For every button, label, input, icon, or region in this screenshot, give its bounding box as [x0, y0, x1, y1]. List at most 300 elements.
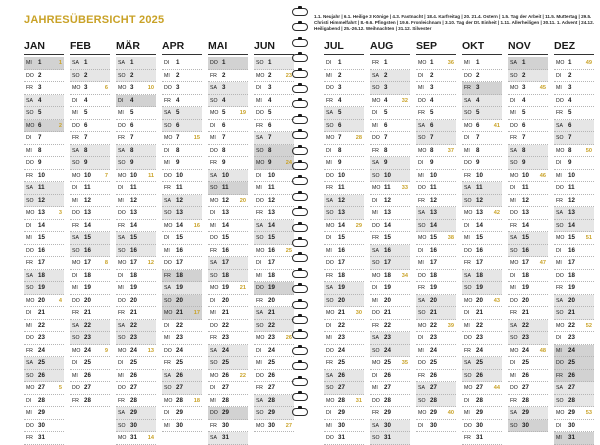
day-row[interactable]: [554, 395, 594, 408]
day-row[interactable]: [24, 207, 64, 220]
day-row[interactable]: [70, 182, 110, 195]
day-row[interactable]: [24, 57, 64, 70]
day-row[interactable]: [324, 357, 364, 370]
day-row[interactable]: [116, 245, 156, 258]
day-row[interactable]: [554, 382, 594, 395]
day-row[interactable]: [462, 132, 502, 145]
day-row[interactable]: [370, 332, 410, 345]
day-row[interactable]: [462, 270, 502, 283]
day-row[interactable]: [70, 257, 110, 270]
day-row[interactable]: [508, 170, 548, 183]
day-row[interactable]: [70, 245, 110, 258]
day-row[interactable]: [24, 257, 64, 270]
day-row[interactable]: [208, 345, 248, 358]
day-row[interactable]: [370, 95, 410, 108]
day-row[interactable]: [162, 370, 202, 383]
day-row[interactable]: [324, 295, 364, 308]
day-row[interactable]: [208, 307, 248, 320]
day-row[interactable]: [416, 382, 456, 395]
day-row[interactable]: [208, 220, 248, 233]
day-row[interactable]: [508, 120, 548, 133]
day-row[interactable]: [554, 57, 594, 70]
day-row[interactable]: [370, 257, 410, 270]
day-row[interactable]: [70, 270, 110, 283]
day-row[interactable]: [370, 307, 410, 320]
day-row[interactable]: [462, 120, 502, 133]
day-row[interactable]: [554, 132, 594, 145]
day-row[interactable]: [70, 282, 110, 295]
day-row[interactable]: [416, 95, 456, 108]
day-row[interactable]: [370, 82, 410, 95]
day-row[interactable]: [208, 357, 248, 370]
day-row[interactable]: [162, 382, 202, 395]
day-row[interactable]: [554, 432, 594, 445]
day-row[interactable]: [462, 207, 502, 220]
day-row[interactable]: [508, 307, 548, 320]
day-row[interactable]: [508, 382, 548, 395]
day-row[interactable]: [208, 320, 248, 333]
day-row[interactable]: [208, 195, 248, 208]
day-row[interactable]: [208, 57, 248, 70]
day-row[interactable]: [208, 120, 248, 133]
day-row[interactable]: [416, 407, 456, 420]
day-row[interactable]: [208, 170, 248, 183]
day-row[interactable]: [324, 232, 364, 245]
day-row[interactable]: [462, 407, 502, 420]
day-row[interactable]: [116, 407, 156, 420]
day-row[interactable]: [162, 282, 202, 295]
day-row[interactable]: [162, 257, 202, 270]
day-row[interactable]: [24, 170, 64, 183]
day-row[interactable]: [370, 220, 410, 233]
day-row[interactable]: [508, 332, 548, 345]
day-row[interactable]: [70, 207, 110, 220]
day-row[interactable]: [508, 57, 548, 70]
day-row[interactable]: [462, 307, 502, 320]
day-row[interactable]: [116, 307, 156, 320]
day-row[interactable]: [370, 357, 410, 370]
day-row[interactable]: [508, 145, 548, 158]
day-row[interactable]: [24, 270, 64, 283]
day-row[interactable]: [462, 282, 502, 295]
day-row[interactable]: [162, 170, 202, 183]
day-row[interactable]: [70, 357, 110, 370]
day-row[interactable]: [162, 195, 202, 208]
day-row[interactable]: [70, 345, 110, 358]
day-row[interactable]: [462, 382, 502, 395]
day-row[interactable]: [24, 345, 64, 358]
day-row[interactable]: [554, 195, 594, 208]
day-row[interactable]: [554, 345, 594, 358]
day-row[interactable]: [370, 70, 410, 83]
day-row[interactable]: [324, 145, 364, 158]
day-row[interactable]: [70, 132, 110, 145]
day-row[interactable]: [162, 145, 202, 158]
day-row[interactable]: [370, 207, 410, 220]
day-row[interactable]: [416, 307, 456, 320]
day-row[interactable]: [162, 320, 202, 333]
day-row[interactable]: [370, 132, 410, 145]
day-row[interactable]: [462, 332, 502, 345]
day-row[interactable]: [554, 370, 594, 383]
day-row[interactable]: [24, 307, 64, 320]
day-row[interactable]: [554, 332, 594, 345]
day-row[interactable]: [24, 295, 64, 308]
day-row[interactable]: [508, 320, 548, 333]
day-row[interactable]: [70, 370, 110, 383]
day-row[interactable]: [508, 370, 548, 383]
day-row[interactable]: [462, 232, 502, 245]
day-row[interactable]: [324, 107, 364, 120]
day-row[interactable]: [416, 157, 456, 170]
day-row[interactable]: [554, 307, 594, 320]
day-row[interactable]: [462, 395, 502, 408]
day-row[interactable]: [70, 382, 110, 395]
day-row[interactable]: [370, 382, 410, 395]
day-row[interactable]: [370, 57, 410, 70]
day-row[interactable]: [208, 257, 248, 270]
day-row[interactable]: [324, 207, 364, 220]
day-row[interactable]: [462, 145, 502, 158]
day-row[interactable]: [508, 407, 548, 420]
day-row[interactable]: [416, 257, 456, 270]
day-row[interactable]: [508, 82, 548, 95]
day-row[interactable]: [554, 120, 594, 133]
day-row[interactable]: [70, 170, 110, 183]
day-row[interactable]: [208, 145, 248, 158]
day-row[interactable]: [208, 370, 248, 383]
day-row[interactable]: [324, 257, 364, 270]
day-row[interactable]: [24, 82, 64, 95]
day-row[interactable]: [162, 307, 202, 320]
day-row[interactable]: [416, 170, 456, 183]
day-row[interactable]: [70, 395, 110, 408]
day-row[interactable]: [162, 182, 202, 195]
day-row[interactable]: [116, 382, 156, 395]
day-row[interactable]: [554, 270, 594, 283]
day-row[interactable]: [508, 395, 548, 408]
day-row[interactable]: [162, 395, 202, 408]
day-row[interactable]: [324, 182, 364, 195]
day-row[interactable]: [370, 120, 410, 133]
day-row[interactable]: [462, 320, 502, 333]
day-row[interactable]: [508, 195, 548, 208]
day-row[interactable]: [554, 82, 594, 95]
day-row[interactable]: [116, 107, 156, 120]
day-row[interactable]: [116, 182, 156, 195]
day-row[interactable]: [162, 407, 202, 420]
day-row[interactable]: [24, 320, 64, 333]
day-row[interactable]: [70, 220, 110, 233]
day-row[interactable]: [116, 145, 156, 158]
day-row[interactable]: [208, 232, 248, 245]
day-row[interactable]: [324, 57, 364, 70]
day-row[interactable]: [116, 257, 156, 270]
day-row[interactable]: [416, 320, 456, 333]
day-row[interactable]: [554, 157, 594, 170]
day-row[interactable]: [208, 95, 248, 108]
day-row[interactable]: [324, 282, 364, 295]
day-row[interactable]: [116, 132, 156, 145]
day-row[interactable]: [70, 95, 110, 108]
day-row[interactable]: [116, 57, 156, 70]
day-row[interactable]: [208, 207, 248, 220]
day-row[interactable]: [554, 145, 594, 158]
day-row[interactable]: [24, 357, 64, 370]
day-row[interactable]: [162, 232, 202, 245]
day-row[interactable]: [116, 232, 156, 245]
day-row[interactable]: [370, 395, 410, 408]
day-row[interactable]: [70, 195, 110, 208]
day-row[interactable]: [370, 245, 410, 258]
day-row[interactable]: [70, 320, 110, 333]
day-row[interactable]: [162, 95, 202, 108]
day-row[interactable]: [116, 395, 156, 408]
day-row[interactable]: [324, 407, 364, 420]
day-row[interactable]: [508, 345, 548, 358]
day-row[interactable]: [208, 132, 248, 145]
day-row[interactable]: [324, 332, 364, 345]
day-row[interactable]: [462, 107, 502, 120]
day-row[interactable]: [508, 132, 548, 145]
day-row[interactable]: [116, 220, 156, 233]
day-row[interactable]: [462, 295, 502, 308]
day-row[interactable]: [324, 170, 364, 183]
day-row[interactable]: [508, 270, 548, 283]
day-row[interactable]: [208, 332, 248, 345]
day-row[interactable]: [24, 245, 64, 258]
day-row[interactable]: [24, 432, 64, 445]
day-row[interactable]: [116, 345, 156, 358]
day-row[interactable]: [508, 245, 548, 258]
day-row[interactable]: [554, 170, 594, 183]
day-row[interactable]: [462, 245, 502, 258]
day-row[interactable]: [24, 182, 64, 195]
day-row[interactable]: [24, 132, 64, 145]
day-row[interactable]: [162, 332, 202, 345]
day-row[interactable]: [208, 182, 248, 195]
day-row[interactable]: [162, 207, 202, 220]
day-row[interactable]: [208, 407, 248, 420]
day-row[interactable]: [24, 107, 64, 120]
day-row[interactable]: [208, 270, 248, 283]
day-row[interactable]: [70, 82, 110, 95]
day-row[interactable]: [462, 70, 502, 83]
day-row[interactable]: [324, 195, 364, 208]
day-row[interactable]: [162, 120, 202, 133]
day-row[interactable]: [162, 270, 202, 283]
day-row[interactable]: [70, 120, 110, 133]
day-row[interactable]: [70, 70, 110, 83]
day-row[interactable]: [554, 282, 594, 295]
day-row[interactable]: [324, 95, 364, 108]
day-row[interactable]: [554, 245, 594, 258]
day-row[interactable]: [508, 295, 548, 308]
day-row[interactable]: [370, 157, 410, 170]
day-row[interactable]: [554, 320, 594, 333]
day-row[interactable]: [508, 95, 548, 108]
day-row[interactable]: [162, 357, 202, 370]
day-row[interactable]: [508, 357, 548, 370]
day-row[interactable]: [370, 145, 410, 158]
day-row[interactable]: [162, 57, 202, 70]
day-row[interactable]: [324, 120, 364, 133]
day-row[interactable]: [554, 95, 594, 108]
day-row[interactable]: [24, 232, 64, 245]
day-row[interactable]: [370, 182, 410, 195]
day-row[interactable]: [370, 295, 410, 308]
day-row[interactable]: [416, 57, 456, 70]
day-row[interactable]: [324, 432, 364, 445]
day-row[interactable]: [116, 357, 156, 370]
day-row[interactable]: [116, 195, 156, 208]
day-row[interactable]: [24, 282, 64, 295]
day-row[interactable]: [462, 170, 502, 183]
day-row[interactable]: [162, 220, 202, 233]
day-row[interactable]: [462, 370, 502, 383]
day-row[interactable]: [70, 307, 110, 320]
day-row[interactable]: [24, 407, 64, 420]
day-row[interactable]: [324, 245, 364, 258]
day-row[interactable]: [416, 332, 456, 345]
day-row[interactable]: [24, 220, 64, 233]
day-row[interactable]: [324, 382, 364, 395]
day-row[interactable]: [70, 332, 110, 345]
day-row[interactable]: [554, 207, 594, 220]
day-row[interactable]: [508, 282, 548, 295]
day-row[interactable]: [208, 295, 248, 308]
day-row[interactable]: [416, 145, 456, 158]
day-row[interactable]: [116, 332, 156, 345]
day-row[interactable]: [24, 95, 64, 108]
day-row[interactable]: [24, 332, 64, 345]
day-row[interactable]: [324, 82, 364, 95]
day-row[interactable]: [416, 182, 456, 195]
day-row[interactable]: [416, 232, 456, 245]
day-row[interactable]: [208, 107, 248, 120]
day-row[interactable]: [24, 120, 64, 133]
day-row[interactable]: [370, 170, 410, 183]
day-row[interactable]: [416, 345, 456, 358]
day-row[interactable]: [116, 270, 156, 283]
day-row[interactable]: [554, 257, 594, 270]
day-row[interactable]: [116, 432, 156, 445]
day-row[interactable]: [416, 132, 456, 145]
day-row[interactable]: [462, 57, 502, 70]
day-row[interactable]: [24, 395, 64, 408]
day-row[interactable]: [116, 95, 156, 108]
day-row[interactable]: [324, 70, 364, 83]
day-row[interactable]: [508, 257, 548, 270]
day-row[interactable]: [162, 107, 202, 120]
day-row[interactable]: [508, 70, 548, 83]
day-row[interactable]: [462, 182, 502, 195]
day-row[interactable]: [324, 157, 364, 170]
day-row[interactable]: [208, 282, 248, 295]
day-row[interactable]: [70, 295, 110, 308]
day-row[interactable]: [370, 282, 410, 295]
day-row[interactable]: [462, 257, 502, 270]
day-row[interactable]: [24, 382, 64, 395]
day-row[interactable]: [462, 432, 502, 445]
day-row[interactable]: [554, 70, 594, 83]
day-row[interactable]: [24, 157, 64, 170]
day-row[interactable]: [324, 395, 364, 408]
day-row[interactable]: [416, 82, 456, 95]
day-row[interactable]: [416, 120, 456, 133]
day-row[interactable]: [24, 145, 64, 158]
day-row[interactable]: [116, 295, 156, 308]
day-row[interactable]: [24, 195, 64, 208]
day-row[interactable]: [416, 370, 456, 383]
day-row[interactable]: [370, 432, 410, 445]
day-row[interactable]: [462, 195, 502, 208]
day-row[interactable]: [70, 107, 110, 120]
day-row[interactable]: [462, 357, 502, 370]
day-row[interactable]: [116, 157, 156, 170]
day-row[interactable]: [554, 295, 594, 308]
day-row[interactable]: [554, 407, 594, 420]
day-row[interactable]: [208, 70, 248, 83]
day-row[interactable]: [554, 220, 594, 233]
day-row[interactable]: [416, 107, 456, 120]
day-row[interactable]: [162, 345, 202, 358]
day-row[interactable]: [208, 432, 248, 445]
day-row[interactable]: [116, 70, 156, 83]
day-row[interactable]: [462, 82, 502, 95]
day-row[interactable]: [70, 145, 110, 158]
day-row[interactable]: [208, 245, 248, 258]
day-row[interactable]: [416, 220, 456, 233]
day-row[interactable]: [416, 270, 456, 283]
day-row[interactable]: [70, 157, 110, 170]
day-row[interactable]: [162, 295, 202, 308]
day-row[interactable]: [24, 70, 64, 83]
day-row[interactable]: [116, 170, 156, 183]
day-row[interactable]: [208, 157, 248, 170]
day-row[interactable]: [462, 157, 502, 170]
day-row[interactable]: [208, 395, 248, 408]
day-row[interactable]: [162, 82, 202, 95]
day-row[interactable]: [554, 232, 594, 245]
day-row[interactable]: [416, 395, 456, 408]
day-row[interactable]: [508, 157, 548, 170]
day-row[interactable]: [162, 245, 202, 258]
day-row[interactable]: [508, 182, 548, 195]
day-row[interactable]: [370, 270, 410, 283]
day-row[interactable]: [116, 282, 156, 295]
day-row[interactable]: [370, 232, 410, 245]
day-row[interactable]: [462, 345, 502, 358]
day-row[interactable]: [416, 245, 456, 258]
day-row[interactable]: [116, 207, 156, 220]
day-row[interactable]: [162, 157, 202, 170]
day-row[interactable]: [324, 345, 364, 358]
day-row[interactable]: [324, 270, 364, 283]
day-row[interactable]: [208, 382, 248, 395]
day-row[interactable]: [554, 107, 594, 120]
day-row[interactable]: [416, 295, 456, 308]
day-row[interactable]: [462, 95, 502, 108]
day-row[interactable]: [416, 357, 456, 370]
day-row[interactable]: [416, 195, 456, 208]
day-row[interactable]: [554, 357, 594, 370]
day-row[interactable]: [370, 195, 410, 208]
day-row[interactable]: [324, 220, 364, 233]
day-row[interactable]: [324, 370, 364, 383]
day-row[interactable]: [508, 107, 548, 120]
day-row[interactable]: [116, 120, 156, 133]
